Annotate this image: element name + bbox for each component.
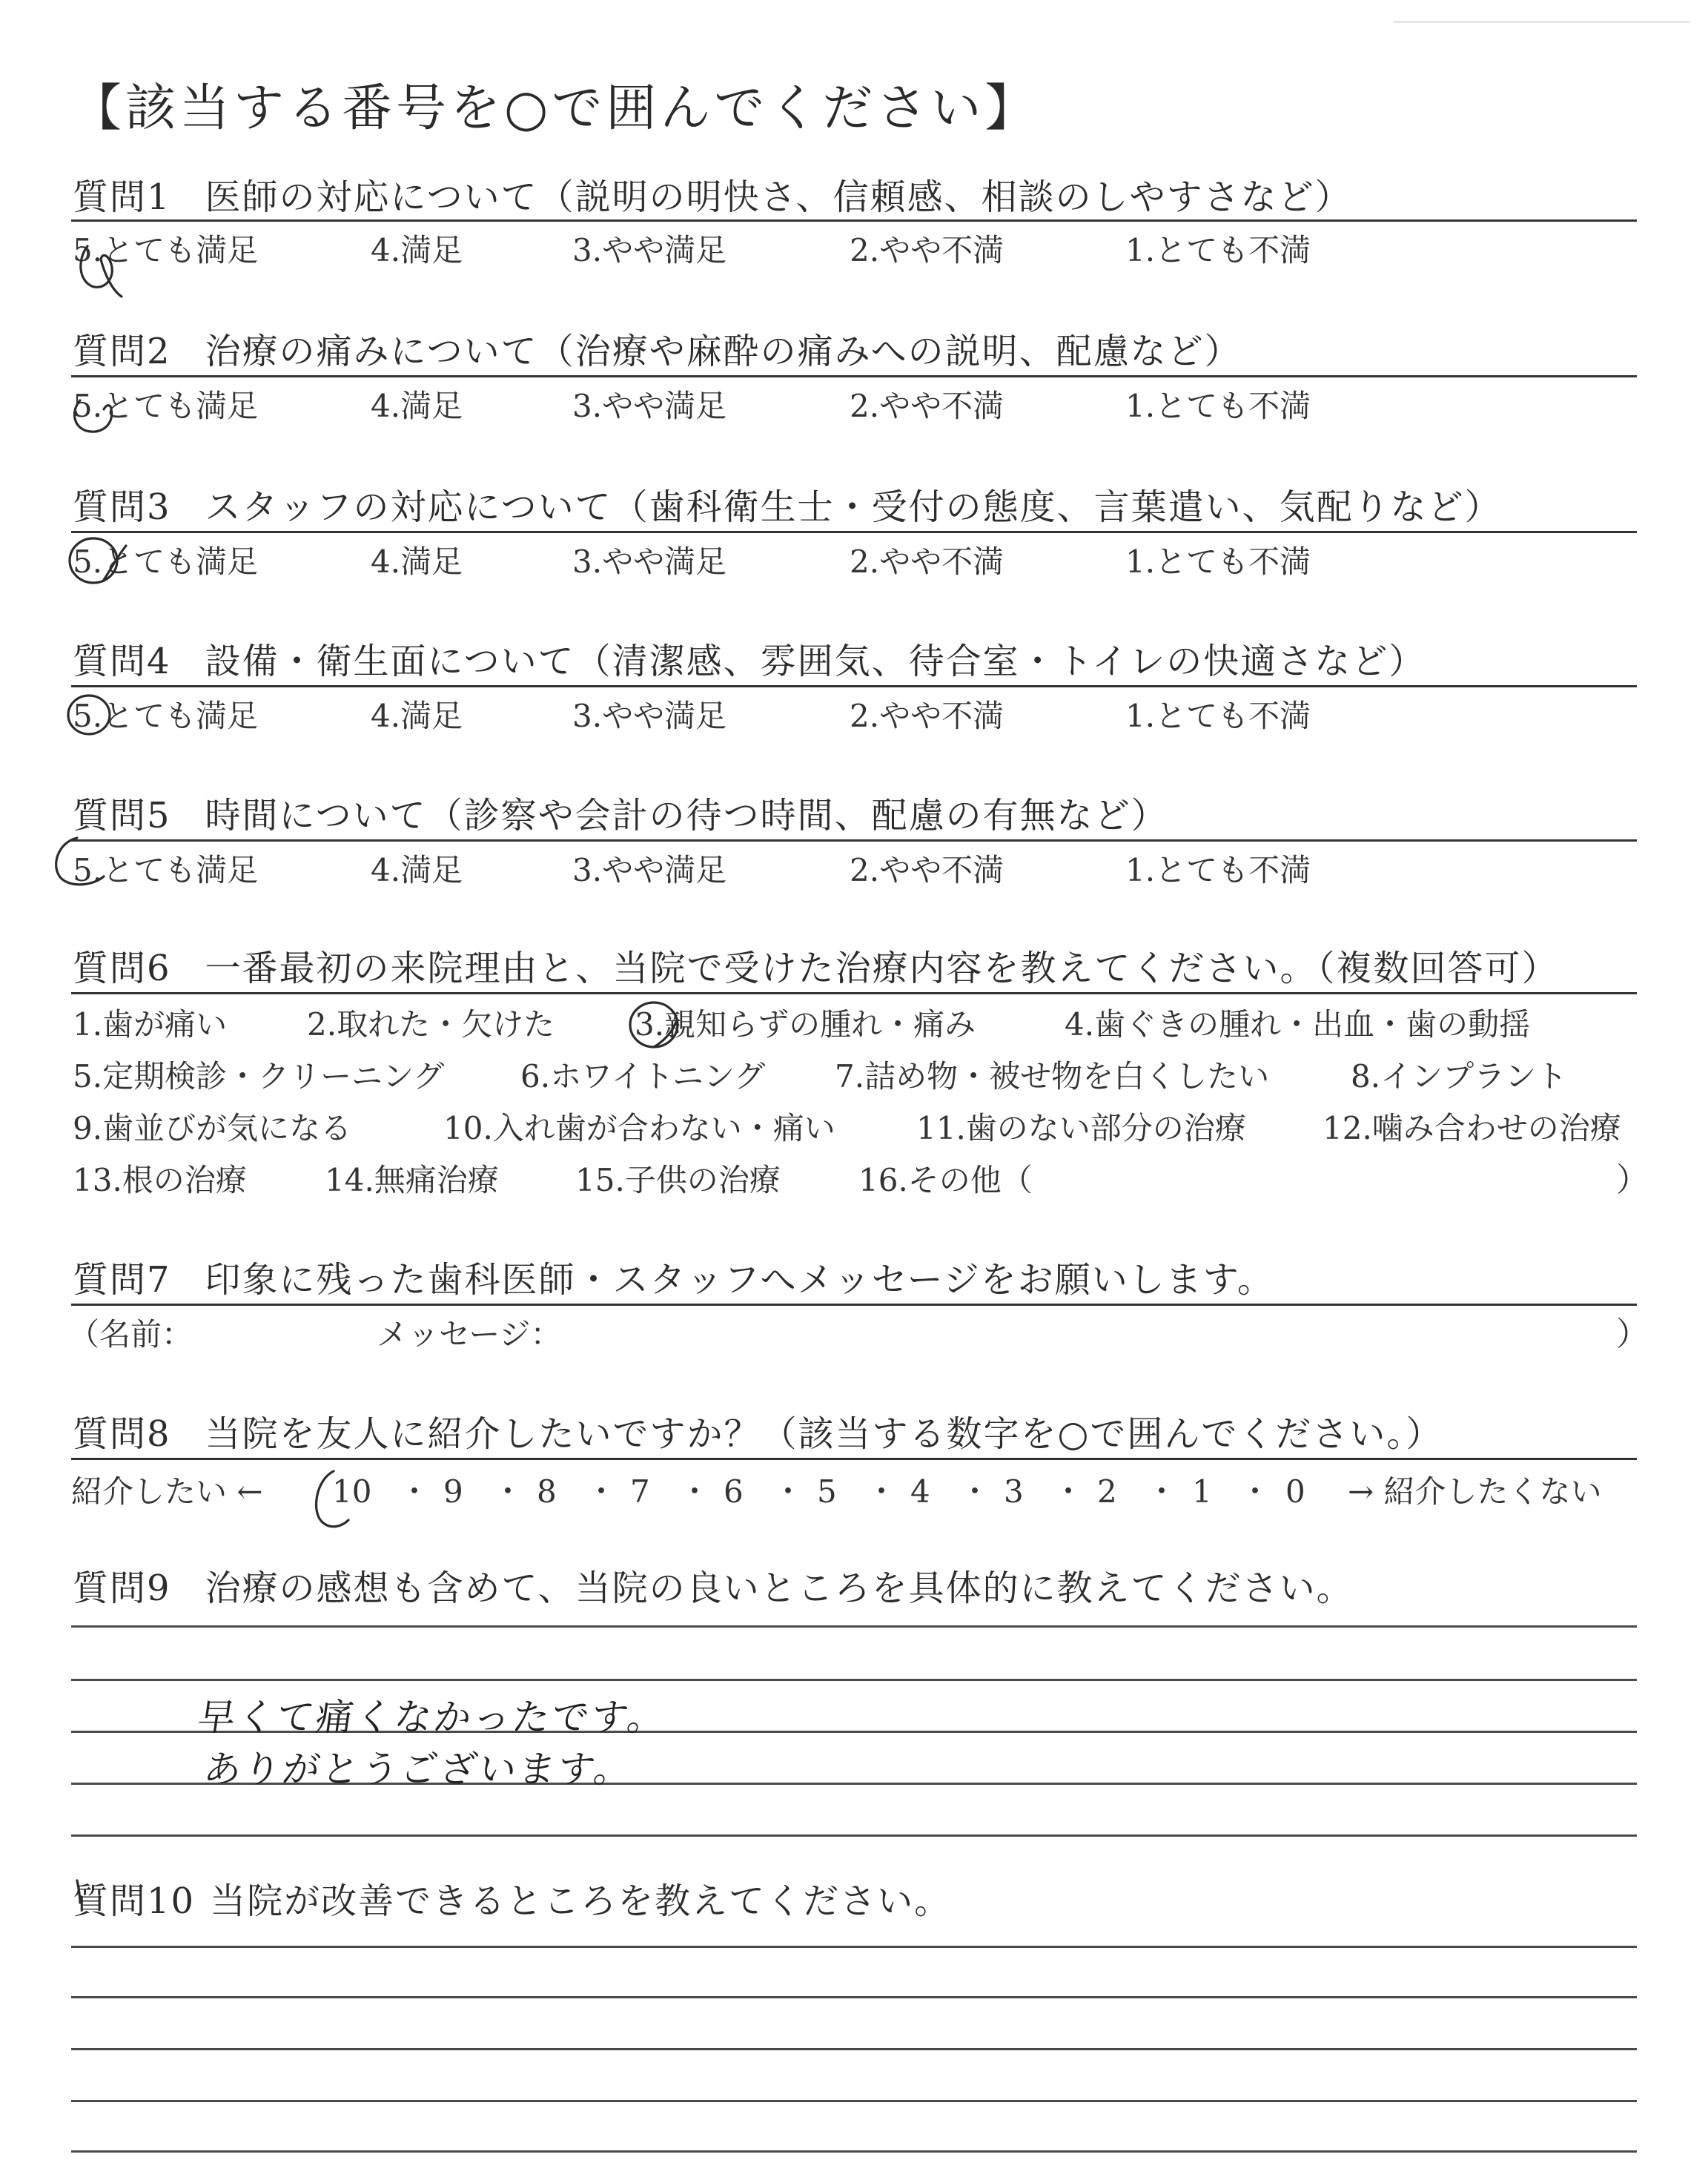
q3-option-4[interactable]: 4.満足 bbox=[371, 544, 463, 580]
q8-separator: ・ bbox=[1053, 1473, 1085, 1510]
q8-score-1[interactable]: 1 bbox=[1192, 1473, 1212, 1510]
question-text: 時間について（診察や会計の待つ時間、配慮の有無など） bbox=[205, 795, 1168, 836]
question-4-title bbox=[73, 639, 1426, 684]
question-rule bbox=[71, 375, 1637, 377]
q5-option-1[interactable]: 1.とても不満 bbox=[1125, 852, 1311, 888]
q1-option-2[interactable]: 2.やや不満 bbox=[850, 232, 1004, 268]
question-rule bbox=[71, 219, 1637, 222]
q2-option-5[interactable]: 5.とても満足 bbox=[73, 388, 259, 424]
q6-option-4[interactable]: 4.歯ぐきの腫れ・出血・歯の動揺 bbox=[1065, 1006, 1531, 1043]
question-text: 治療の感想も含めて、当院の良いところを具体的に教えてください。 bbox=[205, 1568, 1354, 1609]
q8-score-2[interactable]: 2 bbox=[1097, 1473, 1117, 1510]
q5-option-5[interactable]: 5.とても満足 bbox=[73, 852, 259, 888]
q4-option-4[interactable]: 4.満足 bbox=[371, 698, 463, 734]
q4-option-5[interactable]: 5.とても満足 bbox=[73, 698, 259, 734]
q1-option-3[interactable]: 3.やや満足 bbox=[572, 232, 727, 268]
answer-line bbox=[71, 1996, 1637, 1998]
q6-option-3[interactable]: 3.親知らずの腫れ・痛み bbox=[635, 1006, 976, 1043]
question-text: 一番最初の来院理由と、当院で受けた治療内容を教えてください。（複数回答可） bbox=[205, 948, 1559, 989]
q6-option-13[interactable]: 13.根の治療 bbox=[73, 1162, 247, 1198]
page-title: 【該当する番号を○で囲んでください】 bbox=[71, 79, 1039, 138]
q8-score-8[interactable]: 8 bbox=[537, 1473, 557, 1510]
q9-handwritten-line-1: 早くて痛くなかったです。 bbox=[195, 1696, 670, 1739]
question-text: 治療の痛みについて（治療や麻酔の痛みへの説明、配慮など） bbox=[205, 331, 1242, 372]
question-rule bbox=[71, 992, 1637, 994]
q3-option-2[interactable]: 2.やや不満 bbox=[850, 544, 1004, 580]
question-2-title bbox=[73, 329, 1242, 374]
q8-separator: ・ bbox=[679, 1473, 711, 1510]
q8-separator: ・ bbox=[1239, 1473, 1271, 1510]
q6-option-6[interactable]: 6.ホワイトニング bbox=[520, 1058, 766, 1094]
answer-line bbox=[71, 1946, 1637, 1948]
q1-option-5[interactable]: 5.とても満足 bbox=[73, 232, 259, 268]
q2-option-1[interactable]: 1.とても不満 bbox=[1125, 388, 1311, 424]
q7-name-label: （名前： bbox=[68, 1316, 193, 1353]
q6-option-11[interactable]: 11.歯のない部分の治療 bbox=[916, 1110, 1246, 1146]
question-text: スタッフの対応について（歯科衛生士・受付の態度、言葉遣い、気配りなど） bbox=[205, 486, 1502, 528]
q6-option-15[interactable]: 15.子供の治療 bbox=[575, 1162, 781, 1198]
q8-separator: ・ bbox=[399, 1473, 431, 1510]
question-label: 質問6 bbox=[73, 948, 171, 989]
q6-option-2[interactable]: 2.取れた・欠けた bbox=[307, 1006, 555, 1043]
q8-score-6[interactable]: 6 bbox=[724, 1473, 744, 1510]
q8-score-10[interactable]: 10 bbox=[332, 1473, 372, 1510]
q8-score-0[interactable]: 0 bbox=[1285, 1473, 1305, 1510]
question-9-title bbox=[73, 1566, 1354, 1611]
q6-option-9[interactable]: 9.歯並びが気になる bbox=[73, 1110, 352, 1146]
q8-score-3[interactable]: 3 bbox=[1004, 1473, 1024, 1510]
q7-message-label: メッセージ： bbox=[377, 1316, 562, 1353]
q2-option-4[interactable]: 4.満足 bbox=[371, 388, 463, 424]
answer-line bbox=[71, 2048, 1637, 2050]
question-label: 質問7 bbox=[73, 1259, 171, 1301]
question-rule bbox=[71, 1458, 1637, 1460]
q6-option-8[interactable]: 8.インプラント bbox=[1351, 1058, 1568, 1094]
question-text: 医師の対応について（説明の明快さ、信頼感、相談のしやすさなど） bbox=[205, 176, 1352, 218]
q8-score-7[interactable]: 7 bbox=[630, 1473, 650, 1510]
question-label: 質問3 bbox=[73, 486, 171, 528]
q8-separator: ・ bbox=[866, 1473, 898, 1510]
question-label: 質問5 bbox=[73, 795, 171, 836]
q5-option-4[interactable]: 4.満足 bbox=[371, 852, 463, 888]
question-6-title bbox=[73, 946, 1559, 991]
question-label: 質問10 bbox=[73, 1880, 196, 1922]
question-text: 印象に残った歯科医師・スタッフへメッセージをお願いします。 bbox=[205, 1259, 1274, 1301]
answer-line bbox=[71, 2150, 1637, 2153]
q6-option-7[interactable]: 7.詰め物・被せ物を白くしたい bbox=[835, 1058, 1270, 1094]
q2-option-2[interactable]: 2.やや不満 bbox=[850, 388, 1004, 424]
question-rule bbox=[71, 531, 1637, 533]
q1-option-1[interactable]: 1.とても不満 bbox=[1125, 232, 1311, 268]
question-label: 質問4 bbox=[73, 641, 171, 682]
question-rule bbox=[71, 1304, 1637, 1306]
question-5-title bbox=[73, 793, 1168, 838]
q6-option-5[interactable]: 5.定期検診・クリーニング bbox=[73, 1058, 445, 1094]
scan-edge-line bbox=[1394, 21, 1690, 23]
q6-option-10[interactable]: 10.入れ歯が合わない・痛い bbox=[443, 1110, 835, 1146]
question-label: 質問1 bbox=[73, 176, 171, 218]
question-label: 質問9 bbox=[73, 1568, 171, 1609]
question-3-title bbox=[73, 485, 1502, 529]
question-7-title bbox=[73, 1258, 1274, 1302]
q6-option-12[interactable]: 12.噛み合わせの治療 bbox=[1323, 1110, 1621, 1146]
question-text: 当院を友人に紹介したいですか？（該当する数字を○で囲んでください。） bbox=[205, 1413, 1443, 1455]
q1-option-4[interactable]: 4.満足 bbox=[371, 232, 463, 268]
q4-option-2[interactable]: 2.やや不満 bbox=[850, 698, 1004, 734]
q3-option-5[interactable]: 5.とても満足 bbox=[73, 544, 259, 580]
question-text: 当院が改善できるところを教えてください。 bbox=[210, 1880, 952, 1922]
q3-option-3[interactable]: 3.やや満足 bbox=[572, 544, 727, 580]
q8-right-label: → 紹介したくない bbox=[1348, 1473, 1602, 1510]
q8-score-5[interactable]: 5 bbox=[817, 1473, 837, 1510]
q8-separator: ・ bbox=[492, 1473, 524, 1510]
q8-separator: ・ bbox=[1146, 1473, 1178, 1510]
answer-line bbox=[71, 2100, 1637, 2102]
q2-option-3[interactable]: 3.やや満足 bbox=[572, 388, 727, 424]
q5-option-2[interactable]: 2.やや不満 bbox=[850, 852, 1004, 888]
q6-option-1[interactable]: 1.歯が痛い bbox=[73, 1006, 228, 1043]
question-rule bbox=[71, 839, 1637, 842]
q8-score-9[interactable]: 9 bbox=[443, 1473, 463, 1510]
question-rule bbox=[71, 685, 1637, 687]
answer-line bbox=[71, 1834, 1637, 1837]
q3-option-1[interactable]: 1.とても不満 bbox=[1125, 544, 1311, 580]
q9-handwritten-line-2: ありがとうございます。 bbox=[201, 1748, 637, 1791]
q6-option-14[interactable]: 14.無痛治療 bbox=[325, 1162, 499, 1198]
q8-separator: ・ bbox=[959, 1473, 991, 1510]
q7-close-paren: ） bbox=[1616, 1315, 1649, 1353]
question-text: 設備・衛生面について（清潔感、雰囲気、待合室・トイレの快適さなど） bbox=[205, 641, 1426, 682]
answer-line bbox=[71, 1679, 1637, 1681]
answer-line bbox=[71, 1625, 1637, 1628]
q6-option-16[interactable]: 16.その他（ bbox=[858, 1162, 1033, 1198]
question-label: 質問2 bbox=[73, 331, 171, 372]
q4-option-3[interactable]: 3.やや満足 bbox=[572, 698, 727, 734]
q8-score-4[interactable]: 4 bbox=[910, 1473, 930, 1510]
q4-option-1[interactable]: 1.とても不満 bbox=[1125, 698, 1311, 734]
q8-separator: ・ bbox=[586, 1473, 618, 1510]
q8-separator: ・ bbox=[772, 1473, 804, 1510]
other-close-paren: ） bbox=[1616, 1161, 1649, 1199]
q5-option-3[interactable]: 3.やや満足 bbox=[572, 852, 727, 888]
question-1-title bbox=[73, 175, 1352, 219]
question-8-title bbox=[73, 1412, 1443, 1456]
question-10-title bbox=[73, 1879, 951, 1923]
question-label: 質問8 bbox=[73, 1413, 171, 1455]
q8-left-label: 紹介したい ← bbox=[71, 1473, 263, 1510]
